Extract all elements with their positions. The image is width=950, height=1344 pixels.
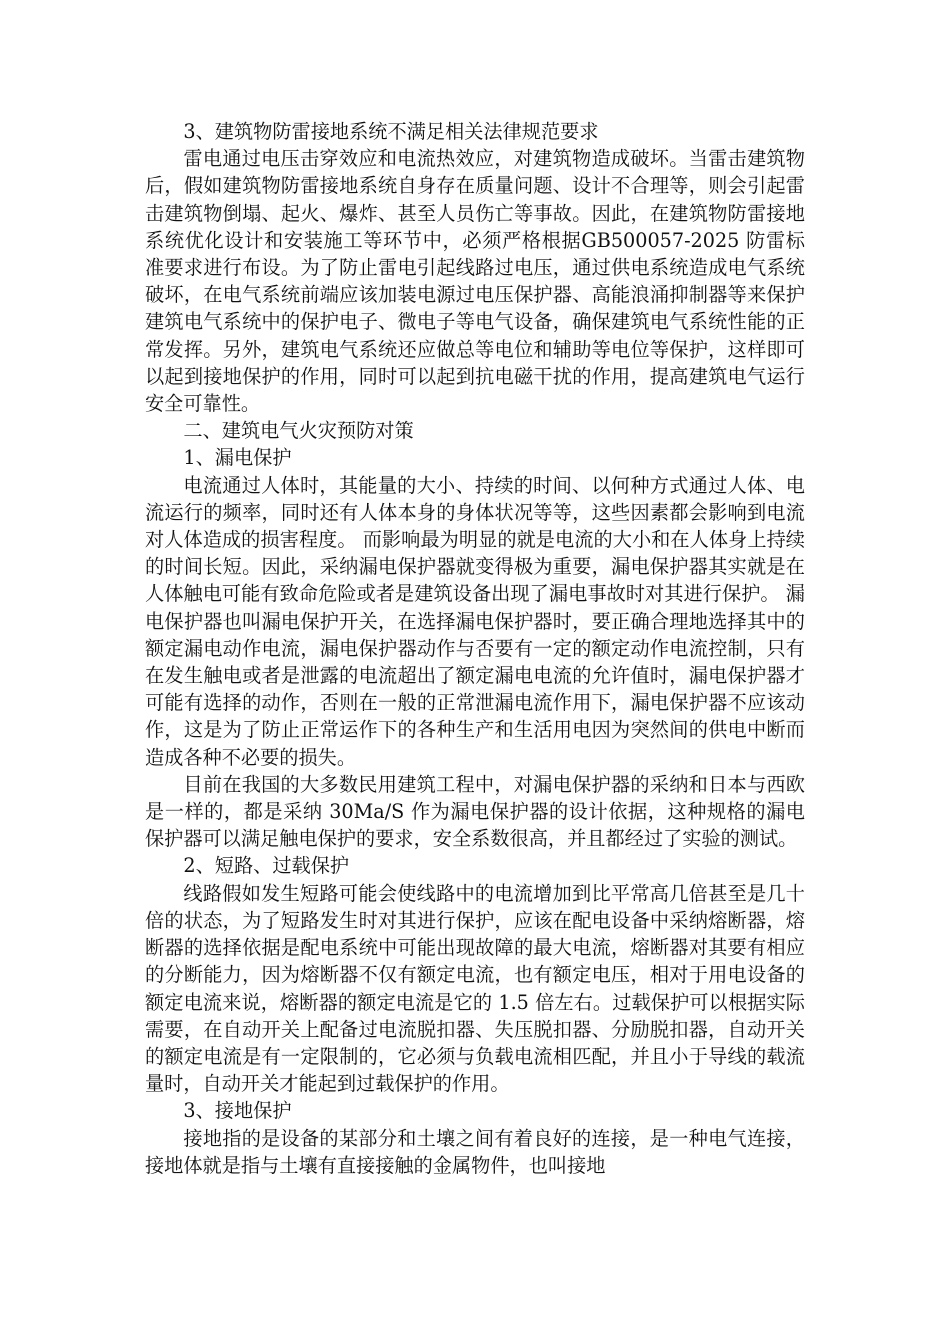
paragraph-grounding-protection: 接地指的是设备的某部分和土壤之间有着良好的连接，是一种电气连接，接地体就是指与土壤有直接接触的金属物件，也叫接地 xyxy=(145,1126,805,1177)
section-heading-fire-prevention: 二、建筑电气火灾预防对策 xyxy=(183,419,414,443)
subheading-short-circuit-protection: 2、短路、过载保护 xyxy=(183,854,350,878)
document-page xyxy=(145,118,805,1179)
section-heading-lightning-grounding: 3、建筑物防雷接地系统不满足相关法律规范要求 xyxy=(183,120,599,143)
paragraph-short-circuit-protection: 线路假如发生短路可能会使线路中的电流增加到比平常高几倍甚至是几十倍的状态，为了短路发生时对其进行保护，应该在配电设备中采纳熔断器，熔断器的选择依据是配电系统中可能出现故障的最大电流，熔断器对其要有相应的分断能力，因为熔断器不仅有额定电流，也有额定电压，相对于用电设备的额定电流来说，熔断器的额定电流是它的 1.5 倍左右。过载保护可以根据实际需要，在自动开关上配备过电流脱扣器、失压脱扣器、分励脱扣器，自动开关的额定电流是有一定限制的，它必须与负载电流相匹配，并且小于导线的载流量时，自动开关才能起到过载保护的作用。 xyxy=(145,881,805,1096)
subheading-grounding-protection: 3、接地保护 xyxy=(183,1099,292,1123)
paragraph-lightning-grounding: 雷电通过电压击穿效应和电流热效应，对建筑物造成破坏。当雷击建筑物后，假如建筑物防雷接地系统自身存在质量问题、设计不合理等，则会引起雷击建筑物倒塌、起火、爆炸、甚至人员伤亡等事故。因此，在建筑物防雷接地系统优化设计和安装施工等环节中，必须严格根据GB500057-2025 防雷标准要求进行布设。为了防止雷电引起线路过电压，通过供电系统造成电气系统破坏，在电气系统前端应该加装电源过电压保护器、高能浪涌抑制器等来保护建筑电气系统中的保护电子、微电子等电气设备，确保建筑电气系统性能的正常发挥。另外，建筑电气系统还应做总等电位和辅助等电位等保护，这样即可以起到接地保护的作用，同时可以起到抗电磁干扰的作用，提高建筑电气运行安全可靠性。 xyxy=(145,147,805,416)
subheading-leakage-protection: 1、漏电保护 xyxy=(183,446,292,470)
paragraph-leakage-standard: 目前在我国的大多数民用建筑工程中，对漏电保护器的采纳和日本与西欧是一样的，都是采纳 30Ma/S 作为漏电保护器的设计依据，这种规格的漏电保护器可以满足触电保护的要求，安全系数很高，并且都经过了实验的测试。 xyxy=(145,772,805,851)
paragraph-leakage-protection: 电流通过人体时，其能量的大小、持续的时间、以何种方式通过人体、电流运行的频率，同时还有人体本身的身体状况等等，这些因素都会影响到电流对人体造成的损害程度。 而影响最为明显的就是电流的大小和在人体身上持续的时间长短。因此，采纳漏电保护器就变得极为重要，漏电保护器其实就是在人体触电可能有致命危险或者是建筑设备出现了漏电事故时对其进行保护。 漏电保护器也叫漏电保护开关，在选择漏电保护器时，要正确合理地选择其中的额定漏电动作电流，漏电保护器动作与否要有一定的额定动作电流控制，只有在发生触电或者是泄露的电流超出了额定漏电电流的允许值时，漏电保护器才可能有选择的动作，否则在一般的正常泄漏电流作用下，漏电保护器不应该动作，这是为了防止正常运作下的各种生产和生活用电因为突然间的供电中断而造成各种不必要的损失。 xyxy=(145,473,805,769)
